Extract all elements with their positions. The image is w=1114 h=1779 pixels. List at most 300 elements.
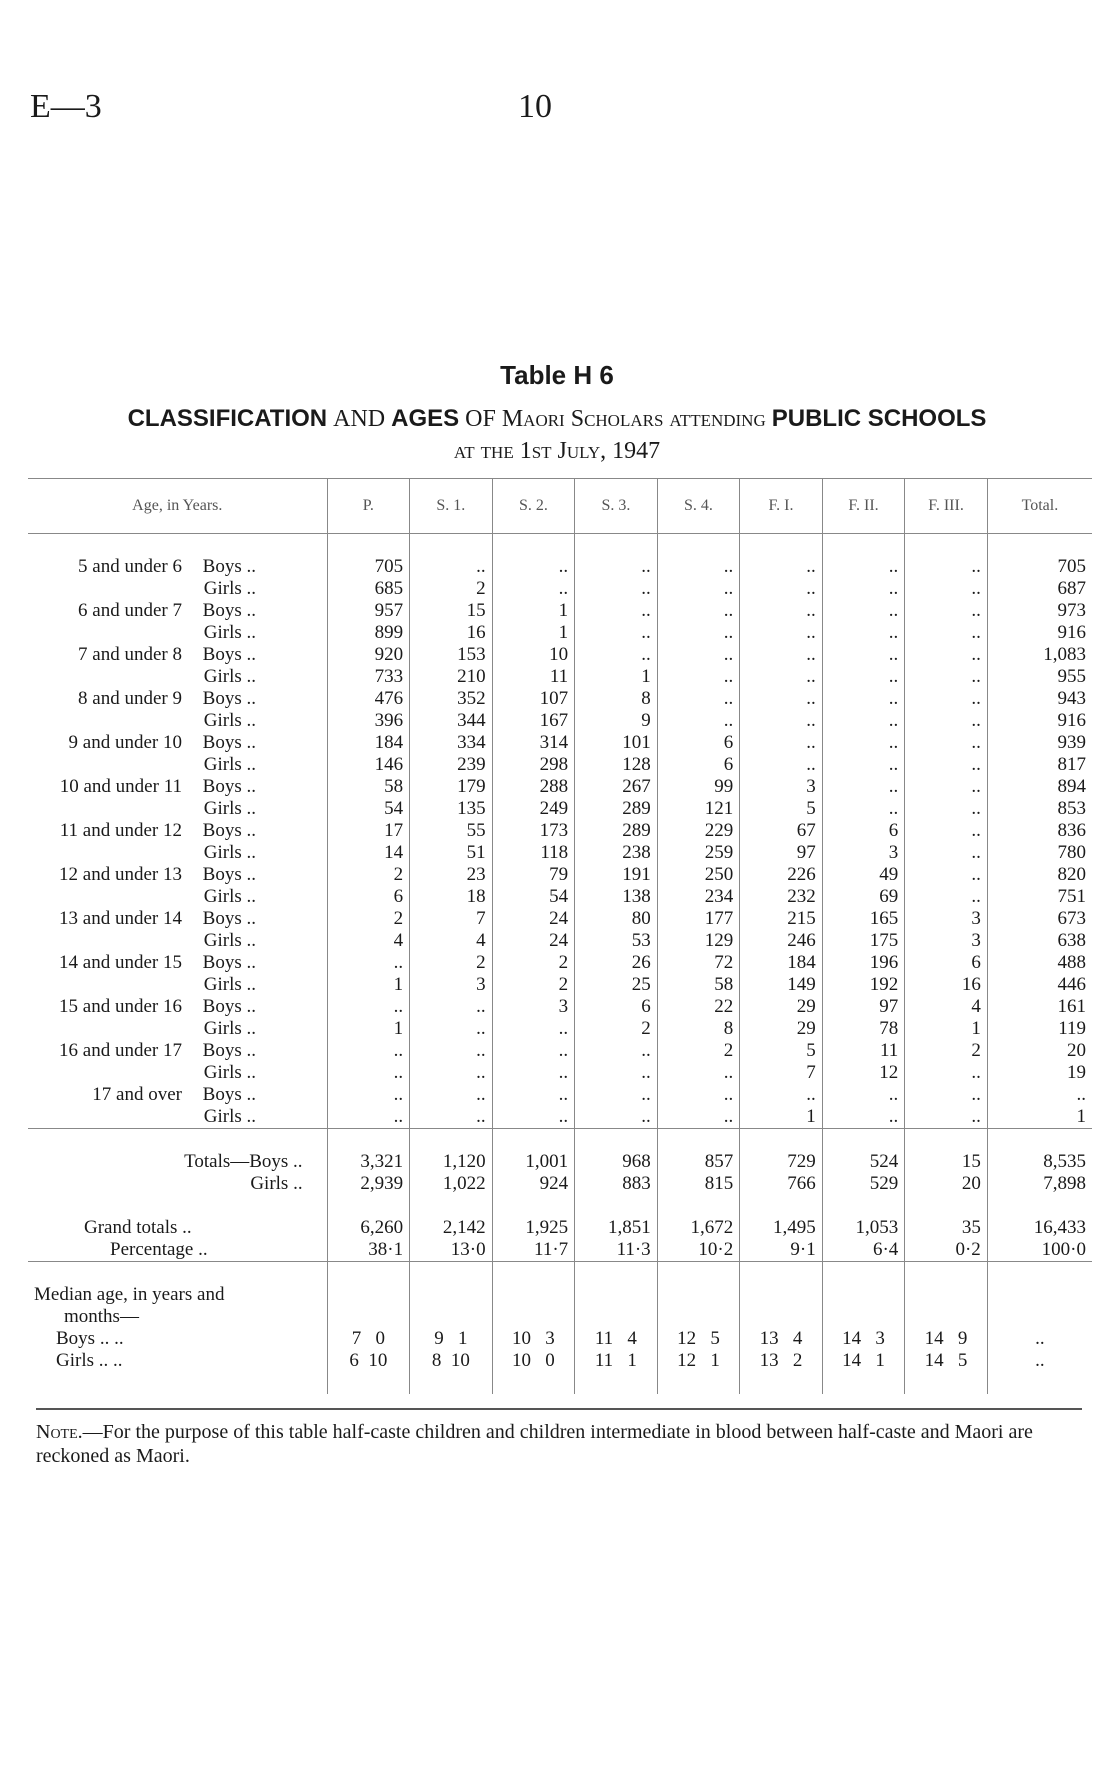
value-cell: 955 bbox=[987, 666, 1092, 688]
spacer-cell bbox=[657, 1129, 740, 1152]
value-cell: .. bbox=[822, 688, 905, 710]
age-group-label: 15 and under 16 bbox=[59, 996, 182, 1017]
value-cell: .. bbox=[822, 776, 905, 798]
value-cell: 853 bbox=[987, 798, 1092, 820]
median-value-cell: 9 1 bbox=[410, 1328, 493, 1350]
value-cell: 2,142 bbox=[410, 1217, 493, 1239]
spacer-cell bbox=[28, 1129, 327, 1152]
table-row bbox=[28, 842, 1092, 864]
value-cell: 1 bbox=[492, 622, 575, 644]
spacer-cell bbox=[657, 1195, 740, 1217]
value-cell: .. bbox=[492, 1084, 575, 1106]
totals-label: Totals—Boys .. bbox=[184, 1151, 303, 1172]
spacer-cell bbox=[410, 1284, 493, 1306]
table-row bbox=[28, 666, 1092, 688]
table-row bbox=[28, 1062, 1092, 1084]
value-cell: 943 bbox=[987, 688, 1092, 710]
value-cell: .. bbox=[410, 1106, 493, 1129]
value-cell: 232 bbox=[740, 886, 823, 908]
value-cell: 446 bbox=[987, 974, 1092, 996]
column-header: S. 2. bbox=[492, 479, 575, 534]
value-cell: 729 bbox=[740, 1151, 823, 1173]
age-group-label bbox=[32, 886, 186, 908]
value-cell: 29 bbox=[740, 996, 823, 1018]
value-cell: 1,083 bbox=[987, 644, 1092, 666]
spacer-cell bbox=[327, 1306, 410, 1328]
value-cell: .. bbox=[327, 1106, 410, 1129]
value-cell: 11·3 bbox=[575, 1239, 658, 1262]
value-cell: .. bbox=[657, 644, 740, 666]
value-cell: .. bbox=[905, 688, 988, 710]
spacer-cell bbox=[905, 1262, 988, 1285]
value-cell: 18 bbox=[410, 886, 493, 908]
value-cell: 20 bbox=[987, 1040, 1092, 1062]
value-cell: 165 bbox=[822, 908, 905, 930]
value-cell: 968 bbox=[575, 1151, 658, 1173]
spacer-cell bbox=[410, 1306, 493, 1328]
value-cell: 939 bbox=[987, 732, 1092, 754]
value-cell: 289 bbox=[575, 798, 658, 820]
value-cell: .. bbox=[905, 666, 988, 688]
spacer-cell bbox=[822, 1284, 905, 1306]
spacer-cell bbox=[987, 1306, 1092, 1328]
value-cell: 1,120 bbox=[410, 1151, 493, 1173]
value-cell: .. bbox=[575, 600, 658, 622]
value-cell: 1 bbox=[575, 666, 658, 688]
value-cell: 836 bbox=[987, 820, 1092, 842]
value-cell: 2,939 bbox=[327, 1173, 410, 1195]
value-cell: 26 bbox=[575, 952, 658, 974]
median-value-cell: 11 4 bbox=[575, 1328, 658, 1350]
heading-part2: AND bbox=[333, 406, 386, 432]
value-cell: 2 bbox=[492, 952, 575, 974]
table-heading bbox=[20, 403, 1094, 467]
column-header: P. bbox=[327, 479, 410, 534]
value-cell: .. bbox=[575, 1040, 658, 1062]
value-cell: 3 bbox=[905, 930, 988, 952]
value-cell: .. bbox=[575, 578, 658, 600]
value-cell: .. bbox=[905, 1106, 988, 1129]
heading-part5: Maori Scholars attending bbox=[501, 406, 766, 432]
value-cell: 12 bbox=[822, 1062, 905, 1084]
sex-label: Girls .. bbox=[203, 930, 256, 951]
value-cell: .. bbox=[905, 754, 988, 776]
sex-label: Girls .. bbox=[203, 710, 256, 731]
median-label: Girls .. .. bbox=[56, 1350, 123, 1371]
age-label-cell bbox=[28, 578, 327, 600]
spacer-cell bbox=[822, 1306, 905, 1328]
value-cell: 6 bbox=[575, 996, 658, 1018]
sex-label: Boys .. bbox=[202, 688, 256, 709]
value-cell: 175 bbox=[822, 930, 905, 952]
value-cell: 476 bbox=[327, 688, 410, 710]
value-cell: 135 bbox=[410, 798, 493, 820]
sex-label: Girls .. bbox=[203, 754, 256, 775]
value-cell: 1,022 bbox=[410, 1173, 493, 1195]
age-group-label bbox=[32, 842, 186, 864]
spacer-cell bbox=[987, 1284, 1092, 1306]
value-cell: 10·2 bbox=[657, 1239, 740, 1262]
value-cell: 916 bbox=[987, 710, 1092, 732]
value-cell: .. bbox=[905, 622, 988, 644]
value-cell: .. bbox=[492, 1018, 575, 1040]
value-cell: 78 bbox=[822, 1018, 905, 1040]
age-group-label: 5 and under 6 bbox=[78, 556, 182, 577]
median-label: Boys .. .. bbox=[56, 1328, 124, 1349]
value-cell: 817 bbox=[987, 754, 1092, 776]
heading-part4: OF bbox=[465, 406, 496, 432]
age-label-cell bbox=[28, 864, 327, 886]
sex-label: Girls .. bbox=[203, 578, 256, 599]
value-cell: 24 bbox=[492, 908, 575, 930]
value-cell: 3 bbox=[410, 974, 493, 996]
spacer-cell bbox=[740, 1372, 823, 1394]
value-cell: .. bbox=[905, 842, 988, 864]
value-cell: 2 bbox=[575, 1018, 658, 1040]
value-cell: .. bbox=[657, 1062, 740, 1084]
spacer-cell bbox=[410, 1129, 493, 1152]
value-cell: .. bbox=[740, 578, 823, 600]
sex-label: Boys .. bbox=[202, 600, 256, 621]
value-cell: 1 bbox=[327, 974, 410, 996]
value-cell: .. bbox=[822, 644, 905, 666]
table-row bbox=[28, 1084, 1092, 1106]
value-cell: 11·7 bbox=[492, 1239, 575, 1262]
value-cell: 234 bbox=[657, 886, 740, 908]
value-cell: .. bbox=[740, 1084, 823, 1106]
value-cell: .. bbox=[327, 996, 410, 1018]
median-heading: months— bbox=[64, 1306, 139, 1327]
sex-label: Girls .. bbox=[203, 666, 256, 687]
spacer-cell bbox=[492, 1262, 575, 1285]
column-header: S. 4. bbox=[657, 479, 740, 534]
column-header: F. II. bbox=[822, 479, 905, 534]
value-cell: 97 bbox=[740, 842, 823, 864]
value-cell: 396 bbox=[327, 710, 410, 732]
value-cell: 55 bbox=[410, 820, 493, 842]
value-cell: .. bbox=[822, 600, 905, 622]
value-cell: 2 bbox=[327, 908, 410, 930]
value-cell: 14 bbox=[327, 842, 410, 864]
value-cell: .. bbox=[822, 732, 905, 754]
table-row bbox=[28, 556, 1092, 578]
value-cell: 8 bbox=[657, 1018, 740, 1040]
value-cell: 2 bbox=[410, 952, 493, 974]
value-cell: 751 bbox=[987, 886, 1092, 908]
value-cell: 6 bbox=[657, 732, 740, 754]
value-cell: .. bbox=[492, 578, 575, 600]
value-cell: 121 bbox=[657, 798, 740, 820]
value-cell: .. bbox=[657, 710, 740, 732]
heading-part1: CLASSIFICATION bbox=[127, 405, 328, 432]
table-row bbox=[28, 688, 1092, 710]
spacer-cell bbox=[327, 1284, 410, 1306]
heading-line2: at the 1st July, 1947 bbox=[453, 438, 661, 464]
value-cell: 920 bbox=[327, 644, 410, 666]
value-cell: 815 bbox=[657, 1173, 740, 1195]
value-cell: 239 bbox=[410, 754, 493, 776]
column-header: Total. bbox=[987, 479, 1092, 534]
value-cell: 107 bbox=[492, 688, 575, 710]
value-cell: 6 bbox=[822, 820, 905, 842]
age-group-label: 14 and under 15 bbox=[59, 952, 182, 973]
spacer-cell bbox=[575, 534, 658, 557]
value-cell: 58 bbox=[657, 974, 740, 996]
value-cell: 22 bbox=[657, 996, 740, 1018]
median-value-cell: 11 1 bbox=[575, 1350, 658, 1372]
value-cell: 210 bbox=[410, 666, 493, 688]
spacer-cell bbox=[905, 1129, 988, 1152]
value-cell: 524 bbox=[822, 1151, 905, 1173]
value-cell: .. bbox=[905, 556, 988, 578]
table-row bbox=[28, 798, 1092, 820]
age-group-label bbox=[32, 666, 186, 688]
value-cell: 146 bbox=[327, 754, 410, 776]
spacer-cell bbox=[740, 1195, 823, 1217]
value-cell: .. bbox=[905, 578, 988, 600]
spacer-cell bbox=[905, 1284, 988, 1306]
value-cell: 883 bbox=[575, 1173, 658, 1195]
median-value-cell: 10 0 bbox=[492, 1350, 575, 1372]
value-cell: 23 bbox=[410, 864, 493, 886]
value-cell: 2 bbox=[492, 974, 575, 996]
spacer-cell bbox=[492, 1306, 575, 1328]
spacer-cell bbox=[28, 1372, 327, 1394]
value-cell: 53 bbox=[575, 930, 658, 952]
spacer-cell bbox=[987, 1129, 1092, 1152]
age-group-label: 17 and over bbox=[92, 1084, 182, 1105]
heading-part6: PUBLIC SCHOOLS bbox=[771, 405, 987, 432]
column-header: S. 1. bbox=[410, 479, 493, 534]
spacer-cell bbox=[740, 1129, 823, 1152]
age-group-label bbox=[32, 798, 186, 820]
value-cell: 80 bbox=[575, 908, 658, 930]
value-cell: 289 bbox=[575, 820, 658, 842]
page-reference: E—3 bbox=[30, 88, 102, 125]
age-group-label bbox=[32, 1106, 186, 1128]
value-cell: .. bbox=[822, 556, 905, 578]
value-cell: 3 bbox=[492, 996, 575, 1018]
value-cell: .. bbox=[905, 886, 988, 908]
median-value-cell: 14 3 bbox=[822, 1328, 905, 1350]
sex-label: Boys .. bbox=[202, 732, 256, 753]
spacer-cell bbox=[28, 1262, 327, 1285]
value-cell: .. bbox=[327, 1084, 410, 1106]
age-label-cell bbox=[28, 930, 327, 952]
value-cell: 19 bbox=[987, 1062, 1092, 1084]
value-cell: 1,851 bbox=[575, 1217, 658, 1239]
totals-row bbox=[28, 1173, 1092, 1195]
value-cell: 314 bbox=[492, 732, 575, 754]
value-cell: .. bbox=[905, 732, 988, 754]
age-label-cell bbox=[28, 754, 327, 776]
table-header-row bbox=[28, 479, 1092, 534]
value-cell: 179 bbox=[410, 776, 493, 798]
sex-label: Boys .. bbox=[202, 776, 256, 797]
value-cell: 226 bbox=[740, 864, 823, 886]
value-cell: 161 bbox=[987, 996, 1092, 1018]
value-cell: 894 bbox=[987, 776, 1092, 798]
age-group-label: 11 and under 12 bbox=[59, 820, 182, 841]
table-row bbox=[28, 578, 1092, 600]
spacer-cell bbox=[28, 534, 327, 557]
value-cell: 5 bbox=[740, 1040, 823, 1062]
value-cell: 11 bbox=[492, 666, 575, 688]
median-value-cell: 7 0 bbox=[327, 1328, 410, 1350]
value-cell: .. bbox=[657, 622, 740, 644]
note-text: —For the purpose of this table half-caste children and children intermediate in blood between half-caste and Maori are reckoned as Maori. bbox=[36, 1421, 1033, 1467]
value-cell: 1 bbox=[905, 1018, 988, 1040]
value-cell: 298 bbox=[492, 754, 575, 776]
column-header: Age, in Years. bbox=[28, 479, 327, 534]
median-value-cell: 10 3 bbox=[492, 1328, 575, 1350]
value-cell: 1,053 bbox=[822, 1217, 905, 1239]
value-cell: 529 bbox=[822, 1173, 905, 1195]
spacer-cell bbox=[492, 1372, 575, 1394]
value-cell: 99 bbox=[657, 776, 740, 798]
sex-label: Girls .. bbox=[203, 1106, 256, 1127]
sex-label: Girls .. bbox=[203, 974, 256, 995]
value-cell: 29 bbox=[740, 1018, 823, 1040]
value-cell: 1 bbox=[327, 1018, 410, 1040]
value-cell: 10 bbox=[492, 644, 575, 666]
column-header: F. III. bbox=[905, 479, 988, 534]
value-cell: .. bbox=[740, 754, 823, 776]
age-label-cell bbox=[28, 1018, 327, 1040]
sex-label: Boys .. bbox=[202, 864, 256, 885]
spacer-cell bbox=[740, 534, 823, 557]
value-cell: .. bbox=[410, 556, 493, 578]
value-cell: 138 bbox=[575, 886, 658, 908]
sex-label: Boys .. bbox=[202, 1040, 256, 1061]
table-row bbox=[28, 776, 1092, 798]
column-header: F. I. bbox=[740, 479, 823, 534]
value-cell: .. bbox=[327, 1062, 410, 1084]
median-row bbox=[28, 1350, 1092, 1372]
median-value-cell: 12 5 bbox=[657, 1328, 740, 1350]
value-cell: 820 bbox=[987, 864, 1092, 886]
spacer-cell bbox=[410, 534, 493, 557]
value-cell: 1 bbox=[492, 600, 575, 622]
sex-label: Girls .. bbox=[203, 842, 256, 863]
sex-label: Girls .. bbox=[203, 622, 256, 643]
spacer-cell bbox=[987, 1372, 1092, 1394]
table-title: Table H 6 bbox=[500, 360, 614, 390]
sex-label: Girls .. bbox=[203, 1018, 256, 1039]
value-cell: .. bbox=[822, 1084, 905, 1106]
value-cell: .. bbox=[822, 798, 905, 820]
age-label-cell bbox=[28, 710, 327, 732]
value-cell: 192 bbox=[822, 974, 905, 996]
value-cell: .. bbox=[905, 798, 988, 820]
age-label-cell bbox=[28, 600, 327, 622]
value-cell: 20 bbox=[905, 1173, 988, 1195]
value-cell: 6,260 bbox=[327, 1217, 410, 1239]
age-label-cell bbox=[28, 1084, 327, 1106]
value-cell: 7 bbox=[410, 908, 493, 930]
spacer-cell bbox=[740, 1262, 823, 1285]
median-value-cell: 14 1 bbox=[822, 1350, 905, 1372]
value-cell: 4 bbox=[327, 930, 410, 952]
median-row bbox=[28, 1328, 1092, 1350]
table-row bbox=[28, 864, 1092, 886]
value-cell: 118 bbox=[492, 842, 575, 864]
age-group-label: 7 and under 8 bbox=[78, 644, 182, 665]
spacer-cell bbox=[575, 1372, 658, 1394]
value-cell: .. bbox=[575, 644, 658, 666]
value-cell: 249 bbox=[492, 798, 575, 820]
footnote bbox=[36, 1420, 1086, 1468]
age-label-cell bbox=[28, 732, 327, 754]
spacer-cell bbox=[822, 1129, 905, 1152]
sex-label: Girls .. bbox=[203, 798, 256, 819]
table-row bbox=[28, 908, 1092, 930]
median-value-cell: 13 4 bbox=[740, 1328, 823, 1350]
value-cell: 11 bbox=[822, 1040, 905, 1062]
age-group-label: 6 and under 7 bbox=[78, 600, 182, 621]
value-cell: 4 bbox=[410, 930, 493, 952]
sex-label: Boys .. bbox=[202, 820, 256, 841]
spacer-cell bbox=[657, 1372, 740, 1394]
totals-row bbox=[28, 1151, 1092, 1173]
table-row bbox=[28, 710, 1092, 732]
median-value-cell: 13 2 bbox=[740, 1350, 823, 1372]
value-cell: 79 bbox=[492, 864, 575, 886]
value-cell: .. bbox=[327, 952, 410, 974]
value-cell: 229 bbox=[657, 820, 740, 842]
value-cell: 184 bbox=[740, 952, 823, 974]
value-cell: .. bbox=[905, 1062, 988, 1084]
value-cell: .. bbox=[657, 1106, 740, 1129]
age-group-label bbox=[32, 1018, 186, 1040]
table-row bbox=[28, 622, 1092, 644]
age-group-label bbox=[32, 930, 186, 952]
spacer-cell bbox=[740, 1306, 823, 1328]
value-cell: 13·0 bbox=[410, 1239, 493, 1262]
value-cell: 246 bbox=[740, 930, 823, 952]
value-cell: .. bbox=[327, 1040, 410, 1062]
value-cell: 119 bbox=[987, 1018, 1092, 1040]
age-label-cell bbox=[28, 908, 327, 930]
value-cell: .. bbox=[822, 666, 905, 688]
value-cell: 2 bbox=[410, 578, 493, 600]
value-cell: .. bbox=[410, 1040, 493, 1062]
value-cell: .. bbox=[905, 644, 988, 666]
value-cell: .. bbox=[410, 1062, 493, 1084]
value-cell: 733 bbox=[327, 666, 410, 688]
value-cell: 100·0 bbox=[987, 1239, 1092, 1262]
table-row bbox=[28, 930, 1092, 952]
spacer-row bbox=[28, 1129, 1092, 1152]
value-cell: 69 bbox=[822, 886, 905, 908]
table-row bbox=[28, 974, 1092, 996]
value-cell: 916 bbox=[987, 622, 1092, 644]
spacer-cell bbox=[905, 1372, 988, 1394]
value-cell: 196 bbox=[822, 952, 905, 974]
value-cell: 184 bbox=[327, 732, 410, 754]
sex-label: Boys .. bbox=[202, 908, 256, 929]
age-group-label bbox=[32, 622, 186, 644]
value-cell: 6·4 bbox=[822, 1239, 905, 1262]
spacer-cell bbox=[410, 1372, 493, 1394]
value-cell: 259 bbox=[657, 842, 740, 864]
value-cell: 344 bbox=[410, 710, 493, 732]
value-cell: .. bbox=[657, 578, 740, 600]
value-cell: 488 bbox=[987, 952, 1092, 974]
value-cell: 3 bbox=[822, 842, 905, 864]
value-cell: 687 bbox=[987, 578, 1092, 600]
value-cell: 8 bbox=[575, 688, 658, 710]
